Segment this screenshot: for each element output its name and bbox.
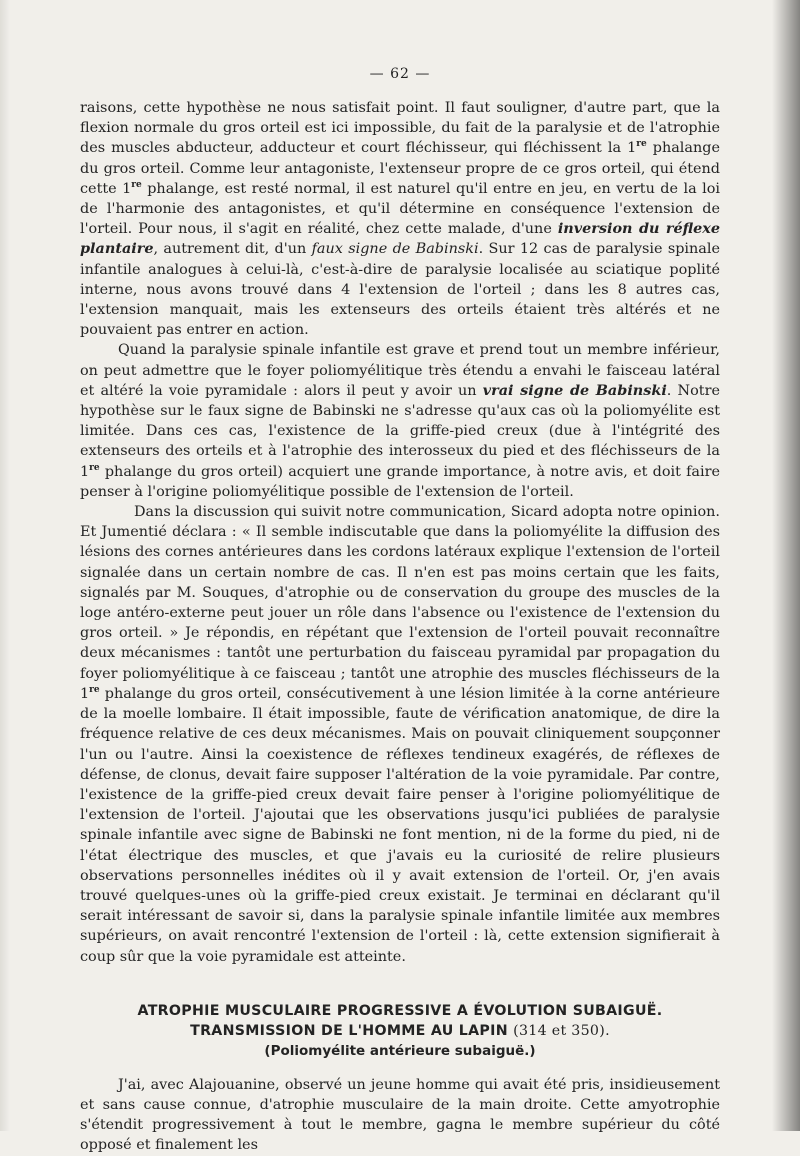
text-run: phalange du gros orteil, consécutivement à une lésion limitée à la corne antérieure de la moelle lombaire. Il était impossible, faute de vérification anatomique, de dire la fréquence relative de ces deux mécanismes. Mais on pouvait cliniquement soupçonner l'un ou l'autre. Ainsi la coexistence de réflexes tendineux exagérés, de réflexes de défense, de clonus, devait faire supposer l'altération de la voie pyramidale. Par contre, l'existence de la griffe-pied creux devait faire penser à l'origine poliomyélitique de l'extension de l'orteil. J'ajoutai que les observations jusqu'ici publiées de paralysie spinale infantile avec signe de Babinski ne font mention, ni de la forme du pied, ni de l'état électrique des muscles, et que j'avais eu la curiosité de relire plusieurs observations personnelles inédites où il y avait extension de l'orteil. Or, j'en avais trouvé quelques-unes où la griffe-pied creux existait. Je terminai en déclarant qu'il serait intéressant de savoir si, dans la paralysie spinale infantile limitée aux membres supérieurs, on avait rencontré l'extension de l'orteil : là, cette extension signifierait à coup sûr que la voie pyramidale est atteinte.: [80, 685, 720, 965]
text-run: re: [89, 685, 100, 696]
paragraph-2: [80, 340, 720, 502]
text-run: raisons, cette hypothèse ne nous satisfait point. Il faut souligner, d'autre part, que la flexion normale du gros orteil est ici impossible, du fait de la paralysie et de l'atrophie des muscles abducteur, adducteur et court fléchisseur, qui fléchissent la: [80, 100, 720, 157]
text-run: 1: [122, 180, 132, 197]
text-run: inversion du réflexe plantaire: [80, 220, 720, 258]
text-run: Quand la paralysie spinale infantile est grave et prend tout un membre inférieur, on peut admettre que le foyer poliomyélitique très étendu a envahi le faisceau latéral et altéré la voie pyramidale : alors il peut y avoir un: [80, 342, 720, 399]
text-run: faux signe de Babinski: [311, 241, 479, 258]
section-title-refs: (314 et 350).: [513, 1022, 610, 1039]
page-edge-shadow-right: [772, 0, 800, 1131]
text-run: Dans la discussion qui suivit notre communication, Sicard adopta notre opinion. Et Jumentié déclara : « Il semble indiscutable que dans la poliomyélite la diffusion des lésions des cornes antérieures dans les cordons latéraux explique l'extension de l'orteil signalée dans un certain nombre de cas. Il n'en est pas moins certain que les faits, signalés par M. Souques, d'atrophie ou de conservation du groupe des muscles de la loge antéro-externe peut jouer un rôle dans l'absence ou l'existence de l'extension du gros orteil. » Je répondis, en répétant que l'extension de l'orteil pouvait reconnaître deux mécanismes : tantôt une perturbation du faisceau pyramidal par propagation du foyer poliomyélitique à ce faisceau ; tantôt une atrophie des muscles fléchisseurs de la: [80, 504, 720, 682]
text-run: , autrement dit, d'un: [153, 241, 312, 258]
text-run: J'ai, avec Alajouanine, observé un jeune homme qui avait été pris, insidieusement et sans cause connue, d'atrophie musculaire de la main droite. Cette amyotrophie s'étendit progressivement à tout le membre, gagna le membre supérieur du côté opposé et finalement les: [80, 1076, 720, 1154]
text-run: re: [89, 462, 100, 473]
section-title-line-2: [80, 1021, 720, 1041]
text-run: vrai signe de Babinski: [482, 381, 667, 399]
section-heading: [80, 1001, 720, 1061]
text-run: 1: [80, 685, 90, 702]
page-number: — 62 —: [369, 66, 431, 82]
paragraph-1: [80, 98, 720, 340]
text-run: phalange, est resté normal, il est naturel qu'il entre en jeu, en vertu de la loi de l'harmonie des antagonistes, et qu'il détermine en conséquence l'extension de l'orteil. Pour nous, il s'agit en réalité, chez cette malade, d'une: [80, 180, 720, 238]
text-run: . Sur 12 cas de paralysie spinale infantile analogues à celui-là, c'est-à-dire de paralysie localisée au sciatique poplité interne, nous avons trouvé dans 4 l'extension de l'orteil ; dans les 8 autres cas, l'extension manquait, mais les extenseurs des orteils étaient très altérés et ne pouvaient pas entrer en action.: [80, 241, 720, 339]
section-spacer: [80, 1061, 720, 1075]
paragraph-4: [80, 1075, 720, 1156]
text-run: 1: [627, 140, 637, 157]
text-run: 1: [80, 463, 90, 480]
section-title-line-1: ATROPHIE MUSCULAIRE PROGRESSIVE A ÉVOLUTION SUBAIGUË.: [137, 1002, 663, 1019]
text-run: phalange du gros orteil. Comme leur antagoniste, l'extenseur propre de ce gros orteil, qui étend cette: [80, 140, 720, 197]
paragraph-3: [80, 502, 720, 967]
text-run: . Notre hypothèse sur le faux signe de Babinski ne s'adresse qu'aux cas où la poliomyélite est limitée. Dans ces cas, l'existence de la griffe-pied creux (due à l'intégrité des extenseurs des orteils et à l'atrophie des interosseux du pied et des fléchisseurs de la: [80, 382, 720, 460]
document-page: [80, 66, 720, 1156]
text-run: re: [636, 139, 647, 150]
text-run: re: [131, 180, 142, 191]
page-edge-shadow-left: [0, 0, 10, 1131]
section-title-main: TRANSMISSION DE L'HOMME AU LAPIN: [190, 1022, 508, 1039]
section-subtitle: (Poliomyélite antérieure subaiguë.): [264, 1042, 536, 1059]
text-run: phalange du gros orteil) acquiert une grande importance, à notre avis, et doit faire penser à l'origine poliomyélitique possible de l'extension de l'orteil.: [80, 463, 720, 500]
